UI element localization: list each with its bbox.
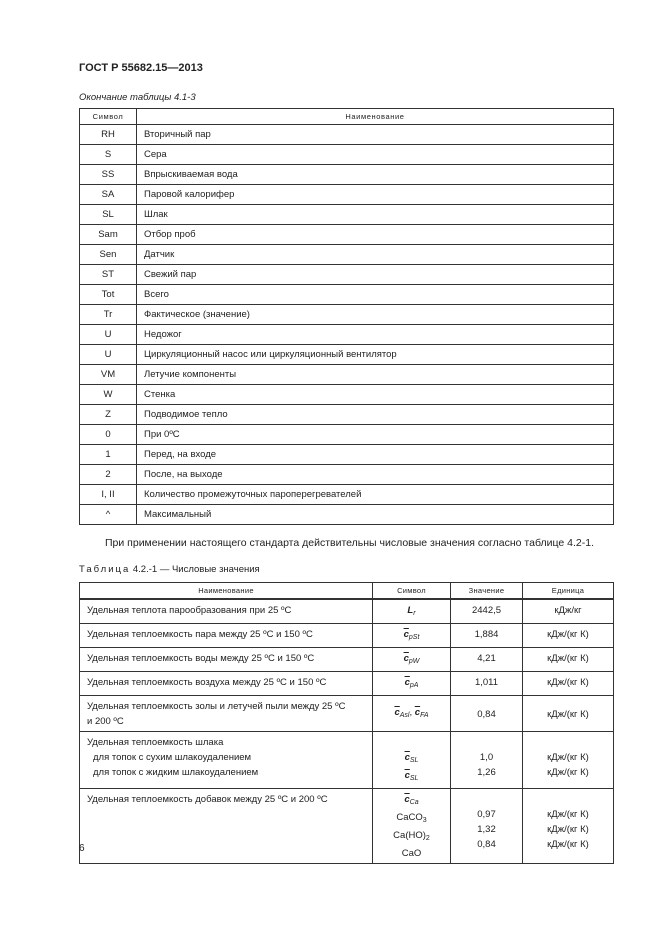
cell-name: Количество промежуточных пароперегревателей [137, 485, 614, 505]
table2-caption [79, 564, 260, 575]
cell-value: 0,97 1,32 0,84 [451, 789, 523, 864]
table-row [80, 425, 614, 445]
table-row [80, 225, 614, 245]
table-row [80, 672, 614, 696]
table-row [80, 205, 614, 225]
table-row [80, 305, 614, 325]
col-header-symbol: Символ [80, 109, 137, 125]
cell-symbol: Sen [80, 245, 137, 265]
col-header-value: Значение [451, 583, 523, 599]
cell-value: 4,21 [451, 648, 523, 672]
cell-name: Удельная теплоемкость золы и летучей пыли между 25 ºС и 200 ºС [80, 696, 373, 732]
col-header-unit: Единица [523, 583, 614, 599]
table-row [80, 385, 614, 405]
cell-symbol: 0 [80, 425, 137, 445]
table-row [80, 789, 614, 864]
cell-unit: кДж/(кг К) кДж/(кг К) [523, 732, 614, 789]
cell-name: Вторичный пар [137, 125, 614, 145]
cell-symbol: $L_r$ [373, 600, 451, 624]
cell-name: Паровой калорифер [137, 185, 614, 205]
cell-symbol: Tr [80, 305, 137, 325]
table-row [80, 185, 614, 205]
cell-value: 1,0 1,26 [451, 732, 523, 789]
cell-symbol: VM [80, 365, 137, 385]
cell-value: 2442,5 [451, 600, 523, 624]
cell-name: Максимальный [137, 505, 614, 525]
cell-symbol: $\overline{c}_{pA}$ [373, 672, 451, 696]
cell-name: Фактическое (значение) [137, 305, 614, 325]
cell-name: Впрыскиваемая вода [137, 165, 614, 185]
cell-unit: кДж/(кг К) кДж/(кг К) кДж/(кг К) [523, 789, 614, 864]
cell-unit: кДж/(кг К) [523, 696, 614, 732]
table-row [80, 285, 614, 305]
cell-name: Циркуляционный насос или циркуляционный вентилятор [137, 345, 614, 365]
cell-symbol: S [80, 145, 137, 165]
cell-name: Недожог [137, 325, 614, 345]
cell-symbol: W [80, 385, 137, 405]
cell-name: Удельная теплота парообразования при 25 ºС [80, 600, 373, 624]
table-row [80, 624, 614, 648]
cell-symbol: SL [80, 205, 137, 225]
cell-symbol: Sam [80, 225, 137, 245]
table-row [80, 365, 614, 385]
cell-symbol: $\overline{c}_{pSt}$ [373, 624, 451, 648]
table-row [80, 125, 614, 145]
col-header-name: Наименование [137, 109, 614, 125]
cell-symbol: RH [80, 125, 137, 145]
table-row [80, 485, 614, 505]
cell-symbol: $\overline{c}_{Ca}$ CaCO$_3$ $Ca(HO)_2$ CaO [373, 789, 451, 864]
table-row [80, 648, 614, 672]
cell-symbol: SA [80, 185, 137, 205]
cell-symbol: Tot [80, 285, 137, 305]
document-header: ГОСТ Р 55682.15—2013 [79, 62, 203, 74]
cell-name: Удельная теплоемкость воздуха между 25 ºС и 150 ºС [80, 672, 373, 696]
cell-symbol: 2 [80, 465, 137, 485]
table-row [80, 345, 614, 365]
table-symbols [79, 108, 614, 525]
cell-symbol: $\overline{c}_{SL}$ $\overline{c}_{SL}$ [373, 732, 451, 789]
cell-value: 1,884 [451, 624, 523, 648]
table2-caption-prefix: Таблица [79, 564, 131, 575]
cell-unit: кДж/(кг К) [523, 648, 614, 672]
cell-symbol: U [80, 325, 137, 345]
table-row [80, 145, 614, 165]
cell-symbol: ^ [80, 505, 137, 525]
table-row [80, 265, 614, 285]
table-row [80, 696, 614, 732]
cell-name: Свежий пар [137, 265, 614, 285]
cell-name: После, на выходе [137, 465, 614, 485]
cell-name: Летучие компоненты [137, 365, 614, 385]
table-row [80, 445, 614, 465]
cell-name: Удельная теплоемкость добавок между 25 ºС и 200 ºС [80, 789, 373, 864]
table-row [80, 732, 614, 789]
cell-symbol: U [80, 345, 137, 365]
cell-name: Удельная теплоемкость шлака для топок с сухим шлакоудалением для топок с жидким шлакоудалением [80, 732, 373, 789]
cell-value: 1,011 [451, 672, 523, 696]
table-row [80, 465, 614, 485]
page-number: 6 [79, 843, 85, 854]
body-paragraph: При применении настоящего стандарта действительны числовые значения согласно таблице 4.2-1. [105, 537, 594, 549]
table-row [80, 165, 614, 185]
table1-caption: Окончание таблицы 4.1-3 [79, 92, 196, 103]
col-header-symbol: Символ [373, 583, 451, 599]
cell-unit: кДж/(кг К) [523, 672, 614, 696]
table-row [80, 325, 614, 345]
cell-value: 0,84 [451, 696, 523, 732]
col-header-name: Наименование [80, 583, 373, 599]
table-row [80, 505, 614, 525]
cell-symbol: I, II [80, 485, 137, 505]
table-row [80, 405, 614, 425]
cell-name: Всего [137, 285, 614, 305]
cell-symbol: 1 [80, 445, 137, 465]
cell-name: Отбор проб [137, 225, 614, 245]
cell-symbol: Z [80, 405, 137, 425]
cell-symbol: $\overline{c}_{Asl}$, $\overline{c}_{FA}$ [373, 696, 451, 732]
cell-name: Шлак [137, 205, 614, 225]
cell-symbol: SS [80, 165, 137, 185]
cell-unit: кДж/кг [523, 600, 614, 624]
table-row [80, 600, 614, 624]
cell-name: Датчик [137, 245, 614, 265]
cell-name: Удельная теплоемкость пара между 25 ºС и 150 ºС [80, 624, 373, 648]
cell-symbol: ST [80, 265, 137, 285]
cell-unit: кДж/(кг К) [523, 624, 614, 648]
cell-name: Сера [137, 145, 614, 165]
cell-name: При 0ºС [137, 425, 614, 445]
cell-name: Подводимое тепло [137, 405, 614, 425]
cell-symbol: $\overline{c}_{pW}$ [373, 648, 451, 672]
table-numeric-values [79, 582, 614, 864]
table-row [80, 245, 614, 265]
cell-name: Удельная теплоемкость воды между 25 ºС и 150 ºС [80, 648, 373, 672]
cell-name: Перед, на входе [137, 445, 614, 465]
table2-caption-rest: 4.2.-1 — Числовые значения [130, 564, 260, 575]
cell-name: Стенка [137, 385, 614, 405]
